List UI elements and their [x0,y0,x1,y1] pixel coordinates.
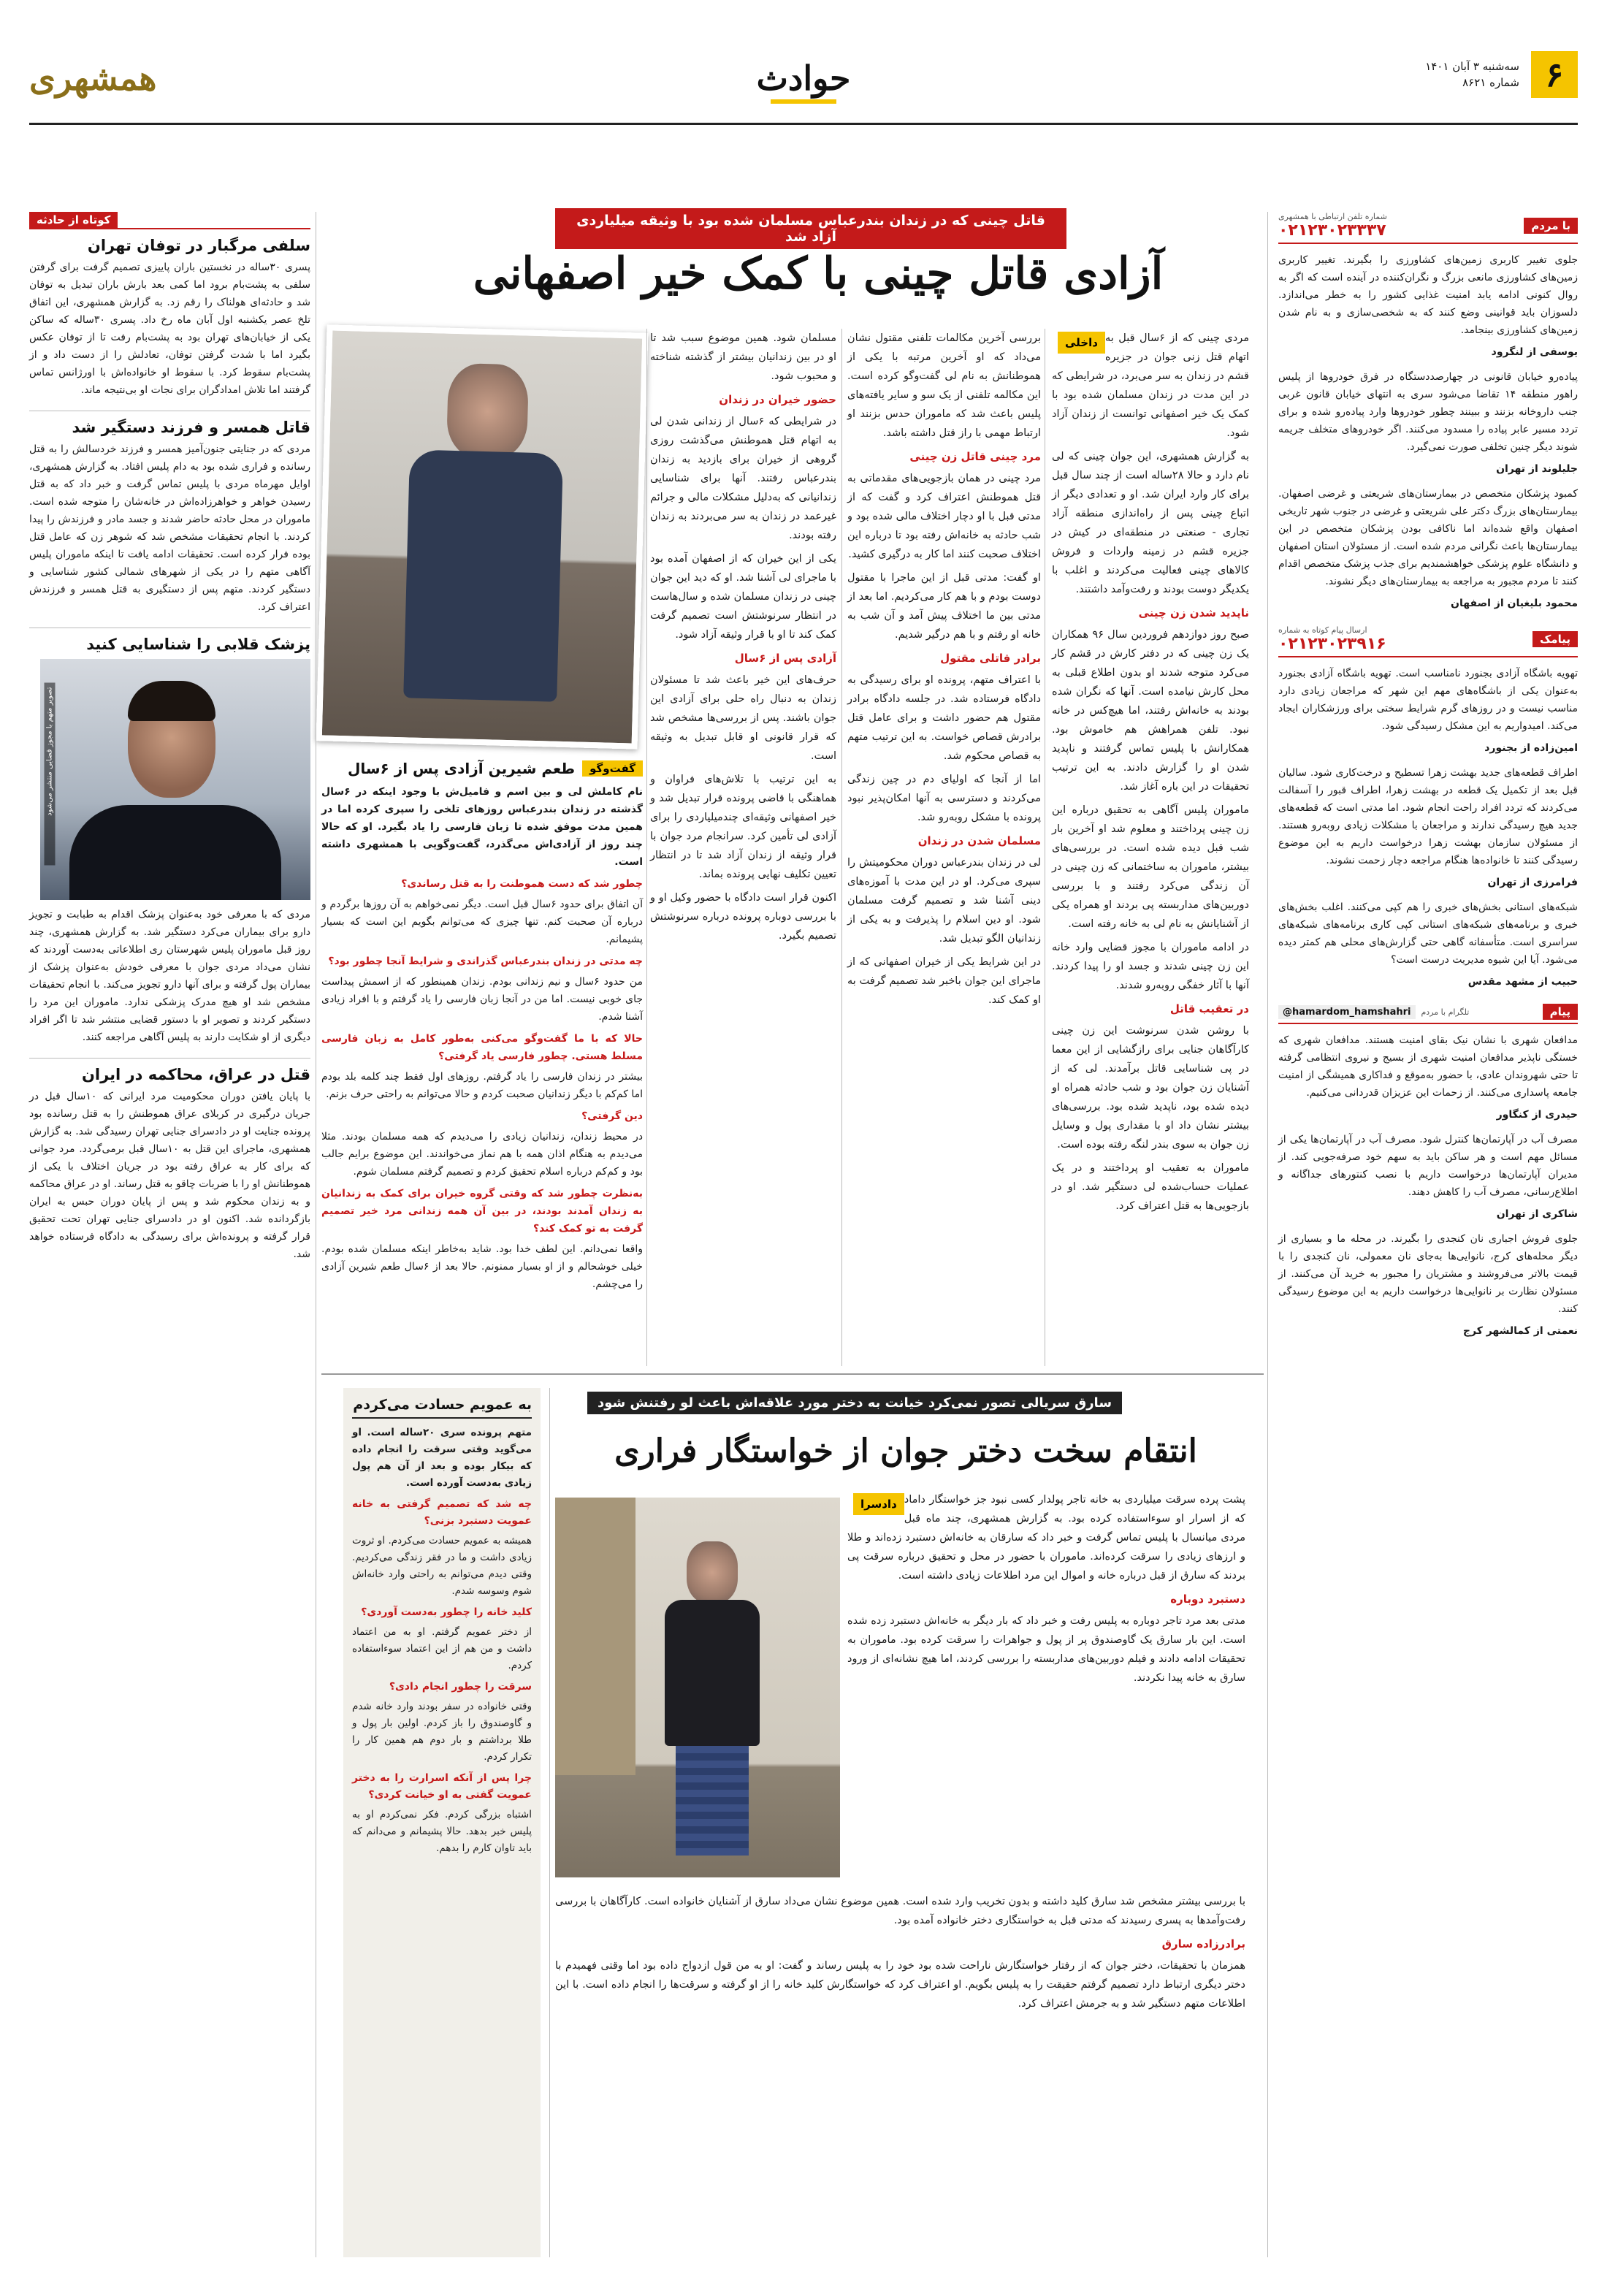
rail-item-author: شاکری از تهران [1496,1208,1578,1220]
rail-item-author: امین‌زاده از بجنورد [1484,742,1578,754]
answer: وقتی خانواده در سفر بودند وارد خانه شدم و گاوصندوق را باز کردم. اولین بار پول و طلا برداشتم و بار دوم هم همین کار را تکرار کردم. [352,1701,532,1763]
blurred-face [446,363,529,460]
paragraph: با بررسی بیشتر مشخص شد سارق کلید داشته و بدون تخریب وارد شده است. همین موضوع نشان می‌داد سارق از آشنایان خانواده است. کارآگاهان با بررسی رفت‌وآمدها به پسری رسیدند که مدتی قبل به خواستگاری دختر خانواده آمده بود. [555,1896,1245,1926]
second-col-2 [555,1892,1245,2018]
rail-item-text: شبکه‌های استانی بخش‌های خبری را هم کپی می‌کنند. اغلب بخش‌های خبری و برنامه‌های شبکه‌های استانی کپی کاری برنامه‌های شبکه‌های سراسری است. متأسفانه گاهی حتی گزارش‌های محلی هم کمتر دیده می‌شود. آیا این شیوه مدیریت درست است؟ [1278,901,1578,966]
rail-item-text: جلوی تغییر کاربری زمین‌های کشاورزی را بگیرند. تغییر کاربری زمین‌های کشاورزی مانعی بزرگ و نگران‌کننده در آینده است که اگر به روال کنونی ادامه یابد امنیت غذایی کشور را به خطر می‌اندازد. دلسوزان باید قوانینی وضع کنند که به شخصی‌سازی و به نام شدن زمین‌های کشاورزی بینجامد. [1278,254,1578,336]
column-divider [646,329,647,1366]
answer: همیشه به عمویم حسادت می‌کردم. او ثروت زیادی داشت و ما در فقر زندگی می‌کردیم. وقتی دیدم می‌توانم به راحتی وارد خانه‌اش شوم وسوسه شدم. [352,1535,532,1597]
badge-dadsara: دادسرا [853,1493,904,1515]
subheading: حضور خیران در زندان [719,393,836,406]
subheading: مسلمان شدن در زندان [917,834,1041,847]
subheading: ناپدید شدن زن چینی [1138,606,1249,619]
paragraph: مسلمان شود. همین موضوع سبب شد تا او در بین زندانیان بیشتر از گذشته شناخته و محبوب شود. [650,332,836,382]
rail-item-text: مدافعان شهری با نشان نیک بقای امنیت هستند. مدافعان شهری که خستگی ناپذیر مدافعان امنیت شهری از بسیج و نیروی انتظامی گرفته تا حتی شهروندان عادی، با حضور به‌موقع و فداکاری همیشگی از امنیت جامعه پاسداری می‌کنند. از زحمات این عزیزان قدردانی می‌کنیم. [1278,1034,1578,1099]
col-content [847,1490,1245,1687]
figure-legs [676,1746,749,1856]
paragraph: صبح روز دوازدهم فروردین سال ۹۶ همکاران یک زن چینی که در دفتر کارش در قشم کار می‌کرد متوجه شدند او بدون اطلاع قبلی به محل کارش نیامده است. آنها که نگران شده بودند به خانه‌اش رفتند، اما هیچ‌کس در خانه نبود. تلفن همراهش هم خاموش بود. همکارانش با پلیس تماس گرفتند و ناپدید شدن او را گزارش دادند. به این ترتیب تحقیقات در این باره آغاز شد. [1052,629,1249,793]
subheading: دستبرد دوباره [1170,1593,1245,1606]
short-news-text: مردی که در جنایتی جنون‌آمیز همسر و فرزند خردسالش را به قتل رسانده و فراری شده بود به دام پلیس افتاد. به گزارش همشهری، اوایل مهرماه مردی با پلیس تماس گرفت و خبر داد که به قتل رسیدن خواهر و خواهرزاده‌اش در خانه‌شان را متوجه شده است. ماموران در محل حادثه حاضر شدند و جسد مادر و فرزندش را پیدا کردند. با انجام تحقیقات مشخص شد که شوهر زن که عامل قتل بوده فرار کرده است. تحقیقات ادامه یافت تا اینکه ماموران پلیس آگاهی متهم را در یکی از شهرهای شمالی کشور شناسایی و دستگیر کردند. متهم پس از دستگیری به قتل همسر و فرزندش اعتراف کرد. [29,443,310,613]
section-title [730,58,877,104]
column-divider [549,1388,550,2257]
newspaper-logo [29,58,197,98]
door-frame [555,1498,635,1775]
paragraph: او گفت: مدتی قبل از این ماجرا با مقتول دوست بودم و با هم کار می‌کردیم. اما بعد از مدتی بین ما اختلاف پیش آمد و آن شب به خانه او رفتم و با هم درگیر شدیم. [847,572,1041,641]
col-content [555,1892,1245,2013]
paragraph: مرد چینی در همان بازجویی‌های مقدماتی به قتل هموطنش اعتراف کرد و گفت که از مدتی قبل با او دچار اختلاف مالی شده بود و شب حادثه به خانه‌اش رفته بود تا درباره این اختلاف صحبت کنند اما کار به درگیری کشید. [847,473,1041,560]
short-news-2 [29,411,310,616]
right-rail [29,212,310,1263]
main-story-title: آزادی قاتل چینی با کمک خیر اصفهانی [473,248,1164,300]
question: چه شد که تصمیم گرفتی به خانه عمویت دستبرد بزنی؟ [352,1498,532,1527]
short-news-1 [29,237,310,399]
answer: آن اتفاق برای حدود ۶سال قبل است. دیگر نمی‌خواهم به آن روزها برگردم و درباره آن صحبت کنم. تنها چیزی که می‌توانم بگویم این است که بسیار پشیمانم. [321,899,643,945]
sidebar-title: به عمویم حسادت می‌کردم [352,1397,532,1419]
second-story-title: انتقام سخت دختر جوان از خواستگار فراری [614,1433,1197,1470]
header-rule [29,123,1578,125]
paragraph: ماموران پلیس آگاهی به تحقیق درباره این زن چینی پرداختند و معلوم شد او آخرین بار شب قبل دیده شده است. در بررسی‌های بیشتر، ماموران به ساختمانی که زن چینی در آن زندگی می‌کرد رفتند و با بررسی دوربین‌های مداربسته پی بردند او همراه یکی از آشنایانش به نام لی به خانه رفته است. [1052,804,1249,930]
col-content [847,329,1041,1010]
issue-date: سه‌شنبه ۳ آبان ۱۴۰۱ [1425,60,1519,73]
telegram-note: تلگرام با مردم [1421,1007,1470,1017]
issue-info [1425,58,1519,91]
col-content [650,329,836,945]
rail-item-author: محمود بلیغیان از اصفهان [1451,598,1578,609]
short-news-4 [29,1058,310,1263]
suspect-hair [128,681,215,721]
page-number [1531,51,1578,98]
rail-section-payam [1278,1004,1578,1340]
rail-item-text: مصرف آب در آپارتمان‌ها کنترل شود. مصرف آب در آپارتمان‌ها یکی از مسائل مهم است و هر ساکن باید به سهم خود صرفه‌جویی کند. از مدیران آپارتمان‌ها درخواست داریم با نصب کنتورهای جداگانه و اطلاع‌رسانی، مصرف آب را کاهش دهند. [1278,1134,1578,1198]
rail-section-mardom [1278,212,1578,612]
rail-item-text: جلوی فروش اجباری نان کنجدی را بگیرند. در محله ما و بسیاری از دیگر محله‌های کرج، نانوایی‌ها به‌جای نان معمولی، نان کنجدی را با قیمت بالاتر می‌فروشند و مشتریان را مجبور به خرید آن می‌کنند. از مسئولان نظارت بر نانوایی‌ها درخواست داریم به این موضوع رسیدگی کنند. [1278,1233,1578,1315]
main-story-kicker [555,208,1066,249]
rail-phone-note: ارسال پیام کوتاه به شماره [1278,625,1367,635]
rail-item-author: حبیب از مشهد مقدس [1467,976,1578,988]
rail-label-payamak: پیامک [1532,631,1578,647]
sidebar-intro: متهم پرونده سری ۲۰ساله است. او می‌گوید وقتی سرقت را انجام داده که بیکار بوده و بعد از آن هم پول زیادی به‌دست آورده است. [352,1427,533,1489]
page-header [29,29,1578,117]
question: حالا که با ما گفت‌وگو می‌کنی به‌طور کامل به زبان فارسی مسلط هستی. چطور فارسی یاد گرفتی؟ [321,1033,643,1062]
question: به‌نظرت چطور شد که وقتی گروه خیران برای کمک به زندانیان به زندان آمدند بودند، در بین آن همه زندانی مرد خیر تصمیم گرفت به تو کمک کند؟ [321,1188,643,1235]
rail-item-text: تهویه باشگاه آزادی بجنورد نامناسب است. تهویه باشگاه آزادی بجنورد به‌عنوان یکی از باشگاه‌های مهم این شهر که مراجعان زیادی دارد مناسب نیست و در روزهای گرم شرایط سختی برای ورزشکاران ایجاد می‌کند. امیدواریم به این مشکل رسیدگی شود. [1278,668,1578,732]
issue-number: شماره ۸۶۲۱ [1462,76,1519,89]
section-underline [771,99,836,104]
short-news-3 [29,628,310,1046]
paragraph: به این ترتیب با تلاش‌های فراوان و هماهنگی با قاضی پرونده قرار تبدیل شد و خیر اصفهانی وثیقه‌ای چندمیلیاردی را برای آزادی لی تأمین کرد. سرانجام مرد جوان با قرار وثیقه از زندان آزاد شد تا در انتظار تعیین تکلیف نهایی پرونده بماند. [650,774,836,880]
answer: در محیط زندان، زندانیان زیادی را می‌دیدم که همه مسلمان بودند. مثلا می‌دیدم به هنگام اذان همه با هم نماز می‌خواندند. این موضوع برایم جالب بود و کم‌کم درباره اسلام تحقیق کردم و تصمیم گرفتم مسلمان شوم. [321,1131,643,1178]
interview-qa [321,875,643,1293]
paragraph: مردی چینی که از ۶سال قبل به اتهام قتل زنی جوان در جزیره قشم در زندان به سر می‌برد، در شرایطی که در این مدت در زندان مسلمان شده بود با کمک یک خیر اصفهانی توانست از زندان آزاد شود. [1052,332,1249,439]
paragraph: با روشن شدن سرنوشت این زن چینی کارآگاهان جنایی برای رازگشایی از این معما در پی شناسایی قاتل برآمدند. لی که از آشنایان زن جوان بود و شب حادثه همراه او دیده شده بود، ناپدید شده بود. بررسی‌های بیشتر نشان داد او با مقداری پول و وسایل زن جوان به سوی بندر لنگه رفته بوده است. [1052,1025,1249,1151]
main-col-3 [650,329,836,950]
rail-item-author: یوسفی از لنگرود [1491,346,1578,358]
rail-label-payam: پیام [1543,1004,1578,1020]
badge-dakheli: داخلی [1058,332,1105,354]
paragraph: در ادامه ماموران با مجوز قضایی وارد خانه این زن چینی شدند و جسد او را پیدا کردند. آنها با آثار خفگی روبه‌رو شدند. [1052,942,1249,991]
rail-item-author: جلیلوند از تهران [1496,463,1578,475]
kicker-text: قاتل چینی که در زندان بندرعباس مسلمان شده بود با وثیقه میلیاردی آزاد شد [555,208,1066,249]
suspect-shirt [69,805,281,900]
answer: اشتباه بزرگی کردم. فکر نمی‌کردم او به پلیس خبر بدهد. حالا پشیمانم و می‌دانم که باید تاوان کارم را بدهم. [352,1809,532,1854]
rail-item-author: فرامرزی از تهران [1487,877,1578,888]
rail-item-author: نعمتی از کمالشهر کرج [1462,1325,1578,1337]
paragraph: ماموران به تعقیب او پرداختند و در یک عملیات حساب‌شده لی دستگیر شد. او در بازجویی‌ها به قتل اعتراف کرد. [1052,1162,1249,1212]
interview-title: طعم شیرین آزادی پس از ۶سال [348,760,576,777]
rail-label-mardom: با مردم [1524,218,1578,234]
subheading: برادرزاده سارق [1161,1937,1245,1950]
rail-section-payamak [1278,625,1578,991]
paragraph: یکی از این خیران که از اصفهان آمده بود با ماجرای لی آشنا شد. او که دید این جوان چینی در زندان مسلمان شده و سال‌هاست در انتظار سرنوشتش است تصمیم گرفت کمک کند تا او با قرار وثیقه آزاد شود. [650,553,836,641]
short-news-text: با پایان یافتن دوران محکومیت مرد ایرانی که ۱۰سال قبل در جریان درگیری در کربلای عراق هموطنش را به قتل رسانده بود پرونده جنایت او در دادسرای جنایی تهران رسیدگی شد. به گزارش همشهری، ماجرای این قتل به ۱۰سال قبل برمی‌گردد. مرد جوانی که برای کار به عراق رفته بود در جریان اختلاف با یکی از هموطنانش او را با ضربات چاقو به قتل رساند. او در عراق محاکمه و به زندان محکوم شد و پس از پایان دوران حبس به ایران بازگردانده شد. اکنون او در دادسرای جنایی تهران تحت تحقیق قرار گرفته و پرونده‌اش برای رسیدگی به دادگاه فرستاده خواهد شد. [29,1091,310,1260]
figure-body [665,1600,760,1746]
question: چرا پس از آنکه اسرارت را به دختر عمویت گفتی به او خیانت کردی؟ [352,1772,532,1801]
question: چه مدتی در زندان بندرعباس گذراندی و شرایط آنجا چطور بود؟ [328,956,643,967]
left-rail [1278,212,1578,1340]
second-col-1 [847,1490,1245,1692]
second-story-kicker [526,1392,1183,1414]
interview-body [321,783,643,1293]
subheading: برادر قاتلی مقتول [940,652,1041,665]
page-number-text: ۶ [1545,55,1564,94]
question: چطور شد که دست هموطنت را به قتل رساندی؟ [401,878,643,890]
rail-phone: ۰۲۱۲۳۰۲۳۹۱۶ [1278,635,1386,653]
subheading: در تعقیب قاتل [1169,1002,1249,1015]
rail-item-author: حیدری از کنگاور [1496,1109,1578,1121]
figure-body [403,449,563,701]
question: کلید خانه را چطور به‌دست آوردی؟ [361,1606,532,1618]
section-title-text: حوادث [756,58,851,98]
telegram-handle[interactable]: @hamardom_hamshahri [1278,1005,1416,1019]
paragraph: اما از آنجا که اولیای دم در چین زندگی می‌کردند و دسترسی به آنها امکان‌پذیر نبود پرونده با مشکل روبه‌رو شد. [847,774,1041,823]
answer: از دختر عمویم گرفتم. او به من اعتماد داشت و من هم از این اعتماد سوءاستفاده کردم. [352,1626,532,1671]
logo-text: همشهری [29,58,157,98]
paragraph: مدتی بعد مرد تاجر دوباره به پلیس رفت و خبر داد که بار دیگر به خانه‌اش دستبرد زده شده است. این بار سارق یک گاوصندوق پر از پول و جواهرات را سرقت کرده بود. ماموران به تحقیقات ادامه دادند و فیلم دوربین‌های مداربسته را بررسی کردند، اما هیچ نشانه‌ای از ورود سارق به خانه پیدا نکردند. [847,1615,1245,1684]
paragraph: بررسی آخرین مکالمات تلفنی مقتول نشان می‌داد که او آخرین مرتبه با یکی از هموطنانش به نام لی گفت‌وگو کرده است. این مکالمه تلفنی از یک سو و سایر یافته‌های پلیس باعث شد که ماموران حدس بزنند او ارتباط مهمی با راز قتل داشته باشد. [847,332,1041,439]
paragraph: در شرایطی که ۶سال از زندانی شدن لی به اتهام قتل هموطنش می‌گذشت روزی گروهی از خیران برای بازدید به زندان بندرعباس رفتند. آنها برای شناسایی زندانیانی که به‌دلیل مشکلات مالی و جرائم غیرعمد در زندان به سر می‌بردند به زندان رفته بودند. [650,416,836,541]
short-news-text: مردی که با معرفی خود به‌عنوان پزشک اقدام به طبابت و تجویز دارو برای بیماران می‌کرد دستگیر شد. به گزارش همشهری، چند روز قبل ماموران پلیس شهرستان ری اطلاعاتی به‌دست آوردند که نشان می‌داد مردی جوان با معرفی خودش به‌عنوان پزشک از بیماران پول گرفته و برای آنها دارو تجویز می‌کند. با انجام تحقیقات مشخص شد او هیچ مدرک پزشکی ندارد. ماموران این مرد را دستگیر کردند و تصویر او با دستور قضایی منتشر شد تا اگر افراد دیگری از او شکایت دارند به پلیس آگاهی مراجعه کنند. [29,909,310,1043]
short-news-title: پزشک قلابی را شناسایی کنید [86,636,310,653]
rail-item-text: اطراف قطعه‌های جدید بهشت زهرا تسطیح و درخت‌کاری شود. سالیان قبل بعد از تکمیل یک قطعه در بهشت زهرا، اطراف قبور را آسفالت می‌کردند که تردد افراد راحت انجام شود. اما مدتی است که قطعه‌های جدید هیچ رسیدگی ندارند و مراجعان با مشکلات زیادی روبه‌رو هستند. از مسئولان سازمان بهشت زهرا درخواست داریم به این موضوع رسیدگی کنند تا خانواده‌ها هنگام مراجعه دچار زحمت نشوند. [1278,767,1578,866]
question: دین گرفتی؟ [581,1110,643,1122]
rail-phone: ۰۲۱۲۳۰۲۳۳۳۷ [1278,221,1386,240]
rail-phone-note: شماره تلفن ارتباطی با همشهری [1278,212,1387,221]
paragraph: در این شرایط یکی از خیران اصفهانی که از ماجرای این جوان باخبر شد تصمیم گرفت به او کمک کند. [847,956,1041,1006]
short-news-title: سلفی مرگبار در توفان تهران [87,237,310,254]
subheading: آزادی پس از ۶سال [734,652,836,665]
story-separator [321,1373,1264,1375]
photo-credit: تصویر متهم با مجوز قضایی منتشر می‌شود [45,683,56,866]
paragraph: حرف‌های این خیر باعث شد تا مسئولان زندان به دنبال راه حلی برای آزادی این جوان باشند. پس از بررسی‌ها مشخص شد که قرار قانونی او قابل تبدیل به وثیقه است. [650,674,836,762]
paragraph: همزمان با تحقیقات، دختر جوان که از رفتار خواستگارش ناراحت شده بود خود را به پلیس رساند و گفت: او به من قول ازدواج داده بود اما وقتی فهمیدم با دختر دیگری ارتباط دارد تصمیم گرفتم حقیقت را به پلیس بگویم. او اعتراف کرد که خواستگارش کلید خانه را از او گرفته و سرقت‌ها را انجام داده است. با این اطلاعات متهم دستگیر شد و به جرمش اعتراف کرد. [555,1960,1245,2010]
second-story-photo [555,1498,840,1877]
question: سرقت را چطور انجام دادی؟ [389,1681,532,1693]
paragraph: لی در زندان بندرعباس دوران محکومیتش را سپری می‌کرد. او در این مدت با آموزه‌های دینی آشنا شد و تصمیم گرفت مسلمان شود. او دین اسلام را پذیرفت و به یکی از زندانیان الگو تبدیل شد. [847,857,1041,945]
paragraph: به گزارش همشهری، این جوان چینی که لی نام دارد و حالا ۲۸ساله است از چند سال قبل برای کار وارد ایران شد. او و تعدادی دیگر از اتباع چینی پس از راه‌اندازی منطقه آزاد تجاری - صنعتی در منطقه‌ای در کیش در جزیره قشم در زمینه واردات و فروش کالاهای چینی فعالیت می‌کردند و اغلب با یکدیگر دوست بودند و رفت‌وآمد داشتند. [1052,451,1249,595]
column-divider [841,329,842,1366]
answer: بیشتر در زندان فارسی را یاد گرفتم. روزهای اول فقط چند کلمه بلد بودم اما کم‌کم با دیگر زندانیان صحبت کردم و حالا می‌توانم به راحتی حرف بزنم. [321,1071,643,1100]
short-news-title: قاتل همسر و فرزند دستگیر شد [72,419,310,436]
paragraph: اکنون قرار است دادگاه با حضور وکیل او و با بررسی دوباره پرونده درباره سرنوشتش تصمیم بگیرد. [650,892,836,942]
paragraph: پشت پرده سرقت میلیاردی به خانه تاجر پولدار کسی نبود جز خواستگار داماد که از اسرار او سوءاستفاده کرده بود. به گزارش همشهری، چند ماه قبل مردی میانسال با پلیس تماس گرفت و خبر داد که سارقان به خانه‌اش دستبرد زده‌اند و طلا و ارزهای زیادی را سرقت کرده‌اند. ماموران با حضور در محل و تحقیق درباره سرقت پی بردند که سارق از قبل درباره خانه و اموال این مرد اطلاعات زیادی داشته است. [847,1494,1245,1582]
badge-goftogu: گفت‌وگو [582,760,643,777]
main-col-1 [1052,329,1249,1220]
rail-item-text: پیاده‌رو خیابان قانونی در چهارصددستگاه در فرق خودروها از پلیس راهور منطقه ۱۴ تقاضا می‌شود سری به انتهای خیابان قانون غربی جنب دارو‌خانه بزنند و ببینند چطور خودروها وارد پیاده‌رو شده و برای تردد مسیر عابر پیاده را مسدود می‌کنند. اگر خودروهای متخلف جریمه شوند دیگر چنین تخلفی صورت نمی‌گیرد. [1278,371,1578,453]
main-col-2 [847,329,1041,1014]
col-content [1052,329,1249,1216]
second-sidebar [343,1388,541,2257]
rail-item-text: کمبود پزشکان متخصص در بیمارستان‌های شریعتی و غرضی اصفهان. بیمارستان‌های بزرگ دکتر علی شریعتی و غرضی در جنوب شهر تاریخی اصفهان واقع شده‌اند اما ناکافی بودن پزشکان متخصص در این بیمارستان‌ها باعث نگرانی مردم شده است. از مسئولان استان اصفهان و دانشگاه علوم پزشکی خواهشمندیم برای جذب پزشک متخصص اقدام کنند تا مردم مجبور به مراجعه به بیمارستان‌های دیگر نشوند. [1278,488,1578,587]
answer: واقعا نمی‌دانم. این لطف خدا بود. شاید به‌خاطر اینکه مسلمان شده بودم. خیلی خوشحالم و از او بسیار ممنونم. حالا بعد از ۶سال طعم شیرین آزادی را می‌چشم. [321,1243,643,1290]
column-divider [1267,212,1268,2257]
interview-intro: نام کاملش لی و بین اسم و فامیل‌ش با وجود اینکه در ۶سال گذشته در زندان بندرعباس روزهای تلخی را سپری کرده اما در همین مدت موفق شده تا زبان فارسی را یاد بگیرد. او که حالا چند روز از آزادی‌اش می‌گذرد، گفت‌وگویی با همشهری داشته است. [321,786,643,868]
main-story-photo [316,324,649,749]
subheading: مرد چینی قاتل زن چینی [909,450,1041,463]
short-news-title: قتل در عراق، محاکمه در ایران [81,1066,310,1083]
answer: من حدود ۶سال و نیم زندانی بودم. زندان همینطور که از اسمش پیداست جای خوبی نیست. اما من در آنجا زبان فارسی را یاد گرفتم و با افراد زیادی آشنا شدم. [321,976,643,1023]
kicker2-text: سارق سریالی تصور نمی‌کرد خیانت به دختر مورد علاقه‌اش باعث لو رفتنش شود [587,1392,1122,1414]
suspect-photo [40,659,310,900]
blurred-face [687,1541,738,1603]
interview-box [321,760,643,1297]
sidebar-qa [352,1496,532,1857]
paragraph: با اعتراف متهم، پرونده او برای رسیدگی به دادگاه فرستاده شد. در جلسه دادگاه برادر مقتول هم حضور داشت و برای عامل قتل برادرش قصاص خواست. به این ترتیب متهم به قصاص محکوم شد. [847,674,1041,762]
rail-tag-kutah: کوتاه از حادثه [29,212,118,228]
short-news-text: پسری ۳۰ساله در نخستین باران پاییزی تصمیم گرفت برای گرفتن سلفی به پشت‌بام برود اما کمی بعد بارش باران تبدیل به توفان شد و حادثه‌ای هولناک را رقم زد. به گزارش همشهری، این اتفاق تلخ عصر یکشنبه اول آبان ماه رخ داد. پسری ۳۰ساله که ساکن یکی از خیابان‌های تهران بود به پشت‌بام رفت تا از توفان عکس بگیرد اما با شدت گرفتن توفان، تعادلش را از دست داد و از پشت‌بام سقوط کرد. با سقوط او خانواده‌اش با اورژانس تماس گرفتند اما تلاش امدادگران برای نجات او بی‌نتیجه ماند. [29,262,310,396]
